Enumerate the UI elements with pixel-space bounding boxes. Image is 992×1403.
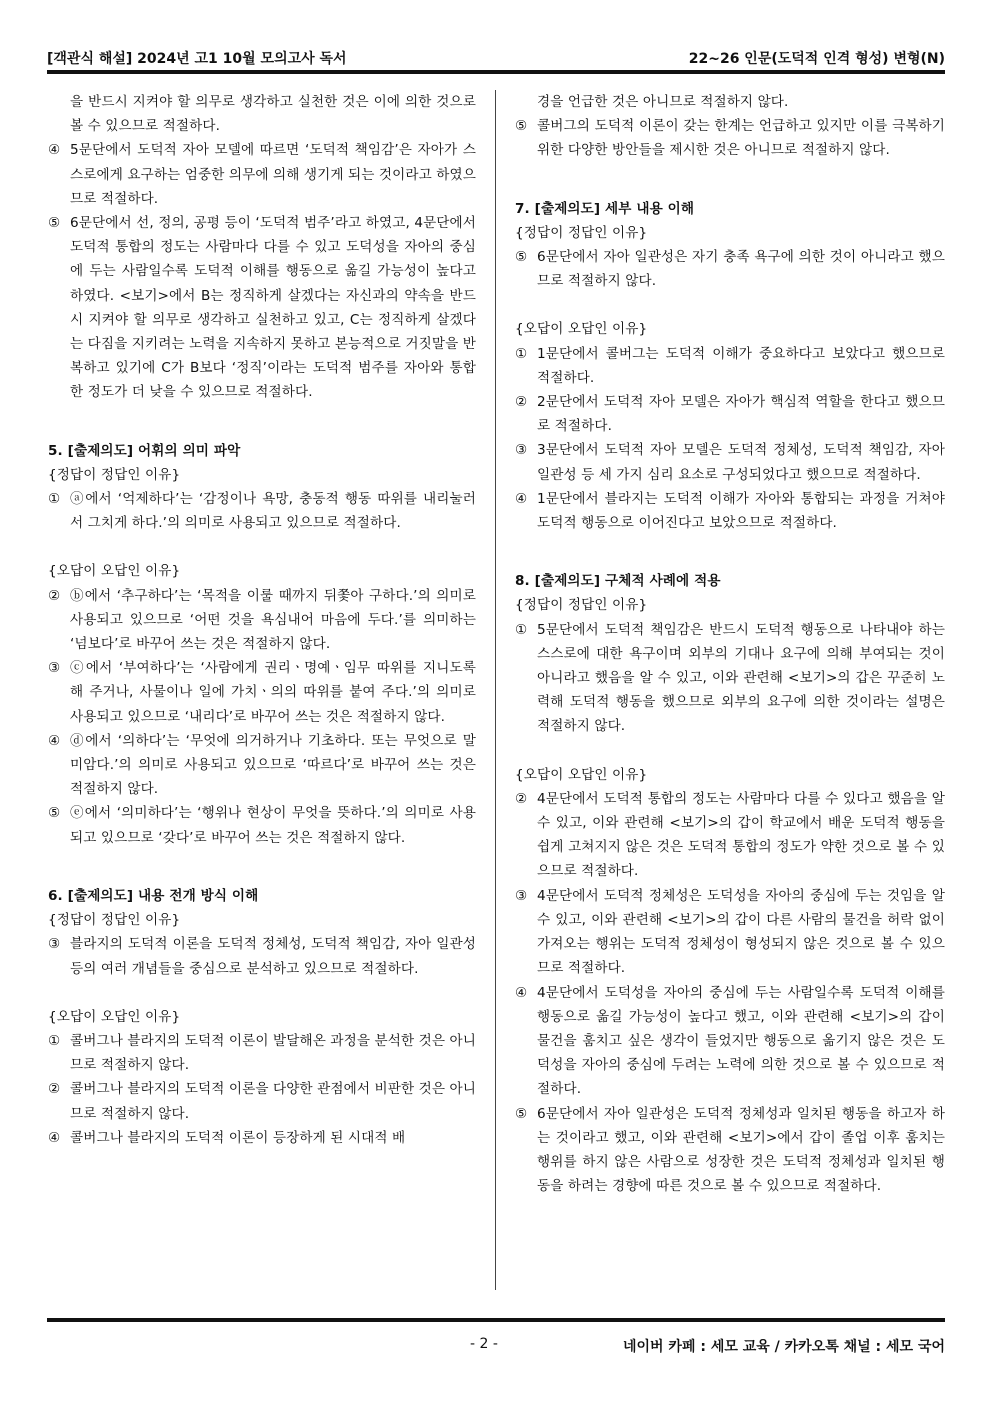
wrong-reason-label: {오답이 오답인 이유} bbox=[48, 1008, 181, 1025]
item-number: ② bbox=[515, 394, 528, 411]
item-number: ② bbox=[48, 1081, 61, 1098]
item-text: 4문단에서 도덕적 정체성은 도덕성을 자아의 중심에 두는 것임을 알 수 있고, 이와 관련해 <보기>의 갑이 다른 사람의 물건을 허락 없이 가져오는 행위는 도덕적 정체성이 형성되지 않은 것으로 볼 수 있으므로 적절하다. bbox=[537, 887, 945, 977]
section-title: 6. [출제의도] 내용 전개 방식 이해 bbox=[48, 887, 259, 904]
item-text: 3문단에서 도덕적 자아 모델은 도덕적 정체성, 도덕적 책임감, 자아 일관성 등 세 가지 심리 요소로 구성되었다고 했으므로 적절하다. bbox=[537, 442, 945, 483]
item-text: 6문단에서 자아 일관성은 도덕적 정체성과 일치된 행동을 하고자 하는 것이라고 했고, 이와 관련해 <보기>에서 갑이 졸업 이후 훔치는 행위를 하지 않은 사람으로 성장한 것은 도덕적 정체성과 일치된 행동을 하려는 경향에 따른 것으로 볼 수 있으므로 적절하다. bbox=[537, 1105, 945, 1195]
item-number: ② bbox=[515, 790, 528, 807]
question-7-section bbox=[515, 197, 945, 536]
item-number: ⑤ bbox=[48, 215, 61, 232]
item-text: 콜버그나 블라지의 도덕적 이론을 다양한 관점에서 비판한 것은 아니므로 적절하지 않다. bbox=[70, 1081, 476, 1122]
item-number: ① bbox=[515, 345, 528, 362]
continued-text: 을 반드시 지켜야 할 의무로 생각하고 실천한 것은 이에 의한 것으로 볼 수 있으므로 적절하다. bbox=[70, 94, 476, 135]
list-item bbox=[515, 787, 945, 884]
item-number: ④ bbox=[48, 1129, 61, 1146]
correct-reason-label: {정답이 정답인 이유} bbox=[515, 224, 648, 241]
list-item bbox=[515, 114, 945, 162]
item-number: ④ bbox=[48, 142, 61, 159]
item-number: ⑤ bbox=[48, 805, 61, 822]
item-number: ④ bbox=[515, 984, 528, 1001]
item-text: 2문단에서 도덕적 자아 모델은 자아가 핵심적 역할을 한다고 했으므로 적절하다. bbox=[537, 394, 945, 435]
item-text: ⓒ에서 ‘부여하다’는 ‘사람에게 권리ㆍ명예ㆍ임무 따위를 지니도록 해 주거나, 사물이나 일에 가치ㆍ의의 따위를 붙여 주다.’의 의미로 사용되고 있으므로 ‘내리다’로 바꾸어 쓰는 것은 적절하지 않다. bbox=[70, 660, 476, 725]
page-header bbox=[47, 44, 945, 70]
item-number: ① bbox=[48, 491, 61, 508]
list-item bbox=[48, 729, 476, 802]
left-column bbox=[48, 90, 476, 1150]
item-number: ⑤ bbox=[515, 1105, 528, 1122]
list-item bbox=[48, 487, 476, 535]
list-item bbox=[515, 390, 945, 438]
list-item bbox=[48, 656, 476, 729]
item-number: ② bbox=[48, 587, 61, 604]
item-number: ③ bbox=[48, 660, 61, 677]
question-6-section bbox=[48, 884, 476, 1150]
item-text: 콜버그의 도덕적 이론이 갖는 한계는 언급하고 있지만 이를 극복하기 위한 다양한 방안들을 제시한 것은 아니므로 적절하지 않다. bbox=[537, 118, 945, 159]
list-item bbox=[515, 438, 945, 486]
list-item bbox=[48, 211, 476, 405]
item-text: ⓑ에서 ‘추구하다’는 ‘목적을 이룰 때까지 뒤쫓아 구하다.’의 의미로 사용되고 있으므로 ‘어떤 것을 욕심내어 마음에 두다.’를 의미하는 ‘넘보다’로 바꾸어 쓰는 것은 적절하지 않다. bbox=[70, 587, 476, 653]
item-text: ⓔ에서 ‘의미하다’는 ‘행위나 현상이 무엇을 뜻하다.’의 의미로 사용되고 있으므로 ‘갖다’로 바꾸어 쓰는 것은 적절하지 않다. bbox=[70, 805, 476, 846]
q4-item-list bbox=[48, 138, 476, 404]
wrong-reason-label: {오답이 오답인 이유} bbox=[515, 321, 648, 338]
list-item bbox=[515, 884, 945, 981]
item-number: ③ bbox=[48, 936, 61, 953]
section-title: 8. [출제의도] 구체적 사례에 적용 bbox=[515, 573, 721, 590]
item-text: 5문단에서 도덕적 책임감은 반드시 도덕적 행동으로 나타내야 하는 스스로에 대한 욕구이며 외부의 기대나 요구에 의해 부여되는 것이 아니라고 했음을 알 수 있고, 이와 관련해 <보기>의 갑은 꾸준히 노력해 도덕적 행동을 했으므로 외부의 요구에 의한 것이라는 설명은 적절하지 않다. bbox=[537, 621, 945, 735]
top-rule bbox=[47, 70, 945, 74]
wrong-reason-label: {오답이 오답인 이유} bbox=[515, 766, 648, 783]
list-item bbox=[48, 1077, 476, 1125]
list-item bbox=[48, 584, 476, 657]
list-item bbox=[48, 1029, 476, 1077]
item-text: 콜버그나 블라지의 도덕적 이론이 발달해온 과정을 분석한 것은 아니므로 적절하지 않다. bbox=[70, 1032, 476, 1074]
item-text: 4문단에서 도덕적 통합의 정도는 사람마다 다를 수 있다고 했음을 알 수 있고, 이와 관련해 <보기>의 갑이 학교에서 배운 도덕적 행동을 쉽게 고쳐지지 않은 것은 도덕적 통합의 정도가 약한 것으로 볼 수 있으므로 적절하다. bbox=[537, 790, 945, 880]
item-text: 1문단에서 블라지는 도덕적 이해가 자아와 통합되는 과정을 거쳐야 도덕적 행동으로 이어진다고 보았으므로 적절하다. bbox=[537, 490, 945, 532]
item-text: 6문단에서 선, 정의, 공평 등이 ‘도덕적 범주’라고 하였고, 4문단에서 도덕적 통합의 정도는 사람마다 다를 수 있고 도덕성을 자아의 중심에 두는 사람일수록 도덕적 이해를 행동으로 옮길 가능성이 높다고 하였다. <보기>에서 B는 정직하게 살겠다는 자신과의 약속을 반드시 지켜야 할 의무로 생각하고 실천하고 있고, C는 정직하게 살겠다는 다짐을 지키려는 노력을 지속하지 못하고 본능적으로 거짓말을 반복하고 있기에 C가 B보다 ‘정직’이라는 도덕적 범주를 자아와 통합한 정도가 더 낮을 수 있으므로 적절하다. bbox=[70, 215, 476, 401]
correct-reason-label: {정답이 정답인 이유} bbox=[48, 912, 181, 929]
item-number: ③ bbox=[515, 442, 528, 459]
item-number: ⑤ bbox=[515, 249, 528, 266]
list-item bbox=[515, 245, 945, 293]
continued-text: 경을 언급한 것은 아니므로 적절하지 않다. bbox=[537, 94, 789, 110]
item-text: 블라지의 도덕적 이론을 도덕적 정체성, 도덕적 책임감, 자아 일관성 등의 여러 개념들을 중심으로 분석하고 있으므로 적절하다. bbox=[70, 936, 476, 977]
section-title: 7. [출제의도] 세부 내용 이해 bbox=[515, 200, 695, 217]
item-text: ⓓ에서 ‘의하다’는 ‘무엇에 의거하거나 기초하다. 또는 무엇으로 말미암다.’의 의미로 사용되고 있으므로 ‘따르다’로 바꾸어 쓰는 것은 적절하지 않다. bbox=[70, 732, 476, 798]
column-divider bbox=[495, 90, 496, 1290]
item-number: ③ bbox=[515, 887, 528, 904]
item-number: ⑤ bbox=[515, 118, 528, 135]
wrong-reason-label: {오답이 오답인 이유} bbox=[48, 563, 181, 580]
item-text: 6문단에서 자아 일관성은 자기 충족 욕구에 의한 것이 아니라고 했으므로 적절하지 않다. bbox=[537, 249, 945, 290]
list-item bbox=[48, 932, 476, 980]
right-column bbox=[515, 90, 945, 1198]
item-text: 5문단에서 도덕적 자아 모델에 따르면 ‘도덕적 책임감’은 자아가 스스로에게 요구하는 엄중한 의무에 의해 생기게 되는 것이라고 하였으므로 적절하다. bbox=[70, 142, 476, 207]
item-text: 4문단에서 도덕성을 자아의 중심에 두는 사람일수록 도덕적 이해를 행동으로 옮길 가능성이 높다고 했고, 이와 관련해 <보기>의 갑이 물건을 훔치고 싶은 생각이 들었지만 행동으로 옮기지 않은 것은 도덕성을 자아의 중심에 두려는 노력에 의한 것으로 볼 수 있으므로 적절하다. bbox=[537, 984, 945, 1098]
header-subtitle: 22~26 인문(도덕적 인격 형성) 변형(N) bbox=[688, 51, 945, 67]
item-number: ④ bbox=[515, 490, 528, 507]
correct-reason-label: {정답이 정답인 이유} bbox=[48, 466, 181, 483]
section-title: 5. [출제의도] 어휘의 의미 파악 bbox=[48, 442, 241, 459]
item-number: ① bbox=[515, 621, 528, 638]
list-item bbox=[48, 801, 476, 849]
list-item bbox=[515, 1102, 945, 1199]
correct-reason-label: {정답이 정답인 이유} bbox=[515, 597, 648, 614]
item-number: ④ bbox=[48, 732, 61, 749]
item-text: 1문단에서 콜버그는 도덕적 이해가 중요하다고 보았다고 했으므로 적절하다. bbox=[537, 345, 945, 386]
list-item bbox=[515, 618, 945, 739]
question-8-section bbox=[515, 569, 945, 1198]
page-number: - 2 - bbox=[470, 1336, 498, 1352]
footer-contact: 네이버 카페 : 세모 교육 / 카카오톡 채널 : 세모 국어 bbox=[622, 1339, 945, 1355]
question-5-section bbox=[48, 439, 476, 850]
bottom-rule bbox=[47, 1318, 945, 1322]
list-item bbox=[515, 981, 945, 1102]
list-item bbox=[48, 1126, 476, 1150]
header-title: [객관식 해설] 2024년 고1 10월 모의고사 독서 bbox=[47, 51, 347, 67]
item-number: ① bbox=[48, 1032, 61, 1049]
list-item bbox=[48, 138, 476, 211]
item-text: 콜버그나 블라지의 도덕적 이론이 등장하게 된 시대적 배 bbox=[70, 1129, 406, 1146]
list-item bbox=[515, 487, 945, 535]
list-item bbox=[515, 342, 945, 390]
item-text: ⓐ에서 ‘억제하다’는 ‘감정이나 욕망, 충동적 행동 따위를 내리눌러서 그치게 하다.’의 의미로 사용되고 있으므로 적절하다. bbox=[70, 491, 476, 532]
